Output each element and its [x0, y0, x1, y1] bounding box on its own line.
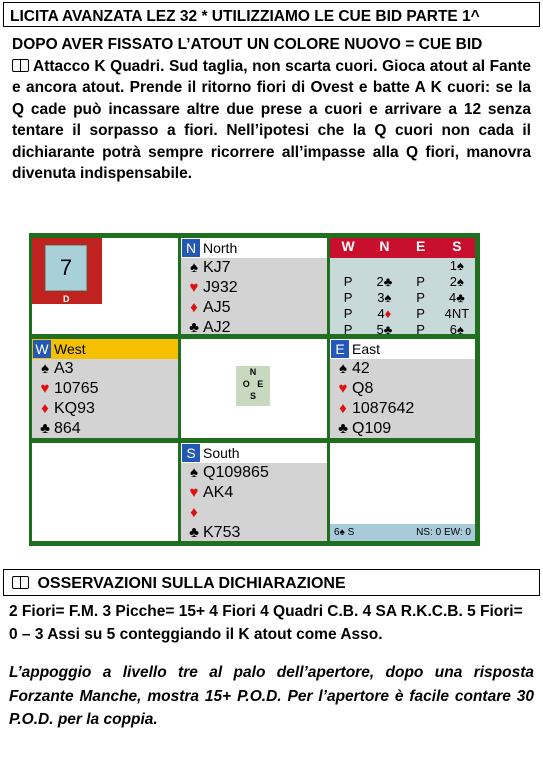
bid-cell — [403, 258, 439, 274]
observations-header — [3, 569, 540, 596]
bidding-row — [330, 322, 475, 334]
bid-cell: 1♠ — [449, 258, 464, 273]
bid-cell: 5♣ — [376, 322, 393, 334]
observations-title: OSSERVAZIONI SULLA DICHIARAZIONE — [37, 575, 346, 592]
east-clubs: Q109 — [352, 420, 392, 437]
bidding-row — [330, 290, 475, 306]
bid-cell: 2♠ — [449, 274, 464, 289]
diamond-icon: ♦ — [41, 400, 49, 417]
diamond-icon: ♦ — [190, 299, 198, 316]
club-icon: ♣ — [40, 420, 50, 437]
west-hearts: 10765 — [54, 380, 99, 397]
north-name: North — [203, 240, 238, 256]
intro-paragraph — [3, 34, 540, 185]
bid-cell: P — [416, 306, 425, 321]
bid-cell: 4♦ — [377, 306, 392, 321]
bid-cell — [330, 258, 366, 274]
south-seat: S — [182, 444, 200, 462]
south-spades: Q109865 — [203, 464, 269, 481]
heart-icon: ♥ — [338, 380, 348, 397]
bidding-table — [330, 238, 475, 334]
spade-icon: ♠ — [339, 360, 347, 377]
east-hand — [330, 339, 475, 438]
bid-cell: P — [416, 322, 425, 334]
club-icon: ♣ — [189, 524, 199, 541]
bidding-rows — [330, 258, 475, 334]
bid-cell: 4♣ — [448, 290, 465, 305]
contract-bar — [330, 524, 475, 541]
spade-icon: ♠ — [190, 464, 198, 481]
bidding-row — [330, 306, 475, 322]
intro-heading: DOPO AVER FISSATO L’ATOUT UN COLORE NUOVO = CUE BID — [12, 36, 483, 53]
bid-cell: P — [416, 274, 425, 289]
east-name: East — [352, 341, 381, 357]
north-hand — [181, 238, 327, 334]
north-diamonds: AJ5 — [203, 299, 231, 316]
diamond-icon: ♦ — [190, 504, 198, 521]
bid-cell: P — [343, 290, 353, 305]
east-diamonds: 1087642 — [352, 400, 415, 417]
compass-east: E — [257, 379, 264, 389]
bidding-header-cell: W — [341, 238, 355, 254]
east-spades: 42 — [352, 360, 370, 377]
bridge-diagram — [29, 233, 480, 546]
bidding-header-cell: E — [415, 238, 426, 254]
east-seat: E — [331, 340, 349, 358]
south-hearts: AK4 — [203, 484, 234, 501]
south-clubs: K753 — [203, 524, 241, 541]
score-label: NS: 0 EW: 0 — [416, 527, 471, 538]
bid-cell: P — [343, 274, 353, 289]
north-seat: N — [182, 239, 200, 257]
club-icon: ♣ — [338, 420, 348, 437]
contract-label: 6♠ S — [334, 527, 355, 538]
north-spades: KJ7 — [203, 259, 231, 276]
compass-icon — [236, 366, 270, 406]
compass-south: S — [249, 391, 256, 401]
bid-cell: P — [343, 306, 353, 321]
east-hearts: Q8 — [352, 380, 374, 397]
board-indicator — [32, 238, 102, 304]
book-icon — [12, 576, 29, 589]
bid-cell: P — [416, 290, 425, 305]
bidding-row — [330, 258, 475, 274]
bidding-header-cell: S — [452, 238, 462, 254]
frame-right — [475, 233, 480, 546]
compass-west: O — [242, 379, 250, 389]
south-hand — [181, 443, 327, 541]
spade-icon: ♠ — [41, 360, 49, 377]
heart-icon: ♥ — [189, 279, 199, 296]
bidding-header-cell: N — [379, 238, 390, 254]
spade-icon: ♠ — [190, 259, 198, 276]
compass-north: N — [249, 367, 257, 377]
north-clubs: AJ2 — [203, 319, 231, 336]
heart-icon: ♥ — [189, 484, 199, 501]
bid-cell: 6♠ — [449, 322, 464, 334]
bid-cell: 4NT — [444, 306, 470, 321]
book-icon — [12, 59, 29, 72]
board-number: 7 — [45, 245, 87, 291]
west-spades: A3 — [54, 360, 74, 377]
observations-bids: 2 Fiori= F.M. 3 Picche= 15+ 4 Fiori 4 Quadri C.B. 4 SA R.K.C.B. 5 Fiori= 0 – 3 Assi su 5 conteggiando il K atout come Asso. — [9, 603, 523, 643]
observations-note: L’appoggio a livello tre al palo dell’apertore, dopo una risposta Forzante Manche, mostra 15+ P.O.D. Per l’apertore è facile contare 30 P.O.D. per la coppia. — [9, 664, 534, 728]
lesson-title: LICITA AVANZATA LEZ 32 * UTILIZZIAMO LE CUE BID PARTE 1^ — [3, 2, 540, 27]
diamond-icon: ♦ — [339, 400, 347, 417]
club-icon: ♣ — [189, 319, 199, 336]
heart-icon: ♥ — [40, 380, 50, 397]
west-name: West — [54, 341, 86, 357]
west-hand — [32, 339, 178, 438]
bidding-row — [330, 274, 475, 290]
north-hearts: J932 — [203, 279, 238, 296]
west-clubs: 864 — [54, 420, 81, 437]
bid-cell: 2♣ — [376, 274, 393, 289]
bid-cell — [366, 258, 402, 274]
south-name: South — [203, 445, 240, 461]
bidding-header — [330, 238, 475, 258]
bid-cell: P — [343, 322, 353, 334]
west-seat: W — [33, 340, 51, 358]
dealer-label: D — [63, 294, 70, 304]
intro-text: Attacco K Quadri. Sud taglia, non scarta cuori. Gioca atout al Fante e ancora atout. Prende il ritorno fiori di Ovest e batte A K cuori: se la Q cade può incassare altre due prese a cuori e arrivare a 12 senza tentare il sorpasso a fiori. Nell’ipotesi che la Q cuori non cada il dichiarante potrà sempre ricorrere all’impasse alla Q fiori, manovra divenuta indispensabile. — [12, 57, 531, 182]
west-diamonds: KQ93 — [54, 400, 95, 417]
table-center — [181, 339, 327, 438]
bid-cell: 3♠ — [377, 290, 392, 305]
